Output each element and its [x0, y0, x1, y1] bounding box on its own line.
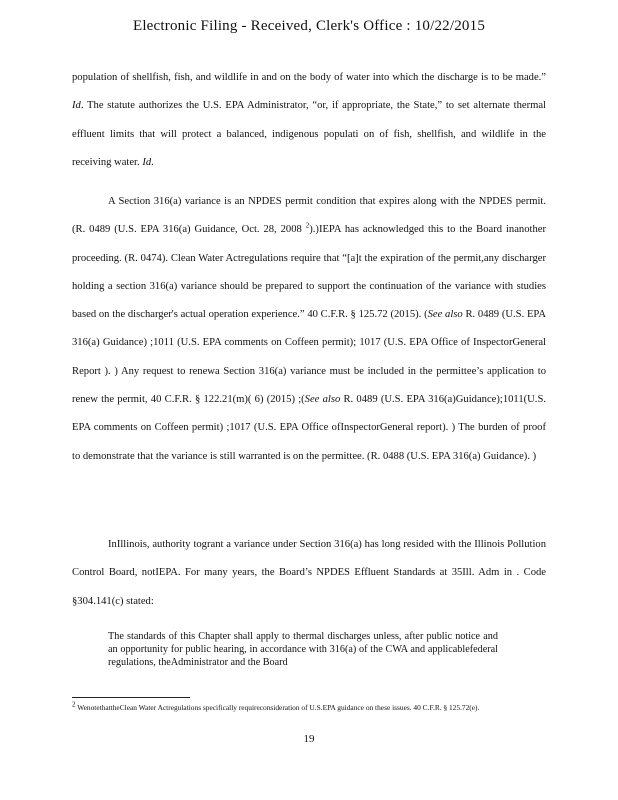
footnote-marker: 2	[72, 700, 76, 709]
filing-header: Electronic Filing - Received, Clerk's Office : 10/22/2015	[132, 18, 486, 34]
paragraph-1	[72, 64, 546, 177]
paragraph-1-text-a: population of shellfish, fish, and wildlife in and on the body of water into which the discharge is to be made.”	[72, 72, 546, 83]
id-citation: Id	[142, 156, 152, 168]
paragraph-2	[72, 188, 546, 471]
block-quote: The standards of this Chapter shall apply to thermal discharges unless, after public notice and an opportunity for public hearing, in accordance with 316(a) of the CWA and applicablefederal regulations, theAdministrator and the Board	[108, 631, 498, 668]
page-number: 19	[303, 733, 315, 745]
paragraph-2-text-c: R. 0489 (U.S. EPA 316(a) Guidance) ;1011 (U.S. EPA comments on Coffeen permit); 1017 (U.S. EPA Office of InspectorGeneral Report ). ) Any request to renewa Section 316(a) variance must be included in the permittee’s application to renew the permit, 40 C.F.R. § 122.21(m)( 6) (2015) ;(	[72, 309, 546, 406]
see-also-signal: See also	[427, 309, 463, 321]
footnote-divider	[72, 697, 190, 698]
paragraph-3: InIllinois, authority togrant a variance under Section 316(a) has long resided with the Illinois Pollution Control Board, notIEPA. For many years, the Board’s NPDES Effluent Standards at 35Ill. Adm in . Code §304.141(c) stated:	[72, 539, 546, 607]
paragraph-2-text-a: A Section 316(a) variance is an NPDES permit condition that expires along with the NPDES permit. (R. 0489 (U.S. EPA 316(a) Guidance, Oct. 28, 2008	[72, 196, 546, 236]
footnote-text: WenotethattheClean Water Actregulations specifically requireconsideration of U.S.EPA guidance on these issues. 40 C.F.R. § 125.72(e).	[75, 703, 480, 712]
paragraph-2-text-b: ).)IEPA has acknowledged this to the Board inanother proceeding. (R. 0474). Clean Water Actregulations require that “[a]t the expiration of the permit,any discharger holding a section 316(a) variance should be prepared to support the continuation of the variance with studies based on the discharger's actual operation experience.” 40 C.F.R. § 125.72 (2015). (	[72, 224, 546, 321]
footnote	[72, 702, 502, 713]
paragraph-2-text-d: R. 0489 (U.S. EPA 316(a)Guidance);1011(U.S. EPA comments on Coffeen permit) ;1017 (U.S. EPA Office ofInspectorGeneral report). ) The burden of proof to demonstrate that the variance is still warranted is on the permittee. (R. 0488 (U.S. EPA 316(a) Guidance). )	[72, 394, 546, 462]
see-also-signal: See also	[304, 394, 341, 406]
paragraph-1-text-b: . The statute authorizes the U.S. EPA Administrator, “or, if appropriate, the State,” to set alternate thermal effluent limits that will protect a balanced, indigenous populati on of fish, shellfish, and wildlife in the receiving water.	[72, 100, 546, 168]
footnote-reference: 2	[305, 221, 310, 230]
id-citation: Id	[72, 100, 81, 112]
paragraph-1-text-c: .	[151, 156, 154, 168]
